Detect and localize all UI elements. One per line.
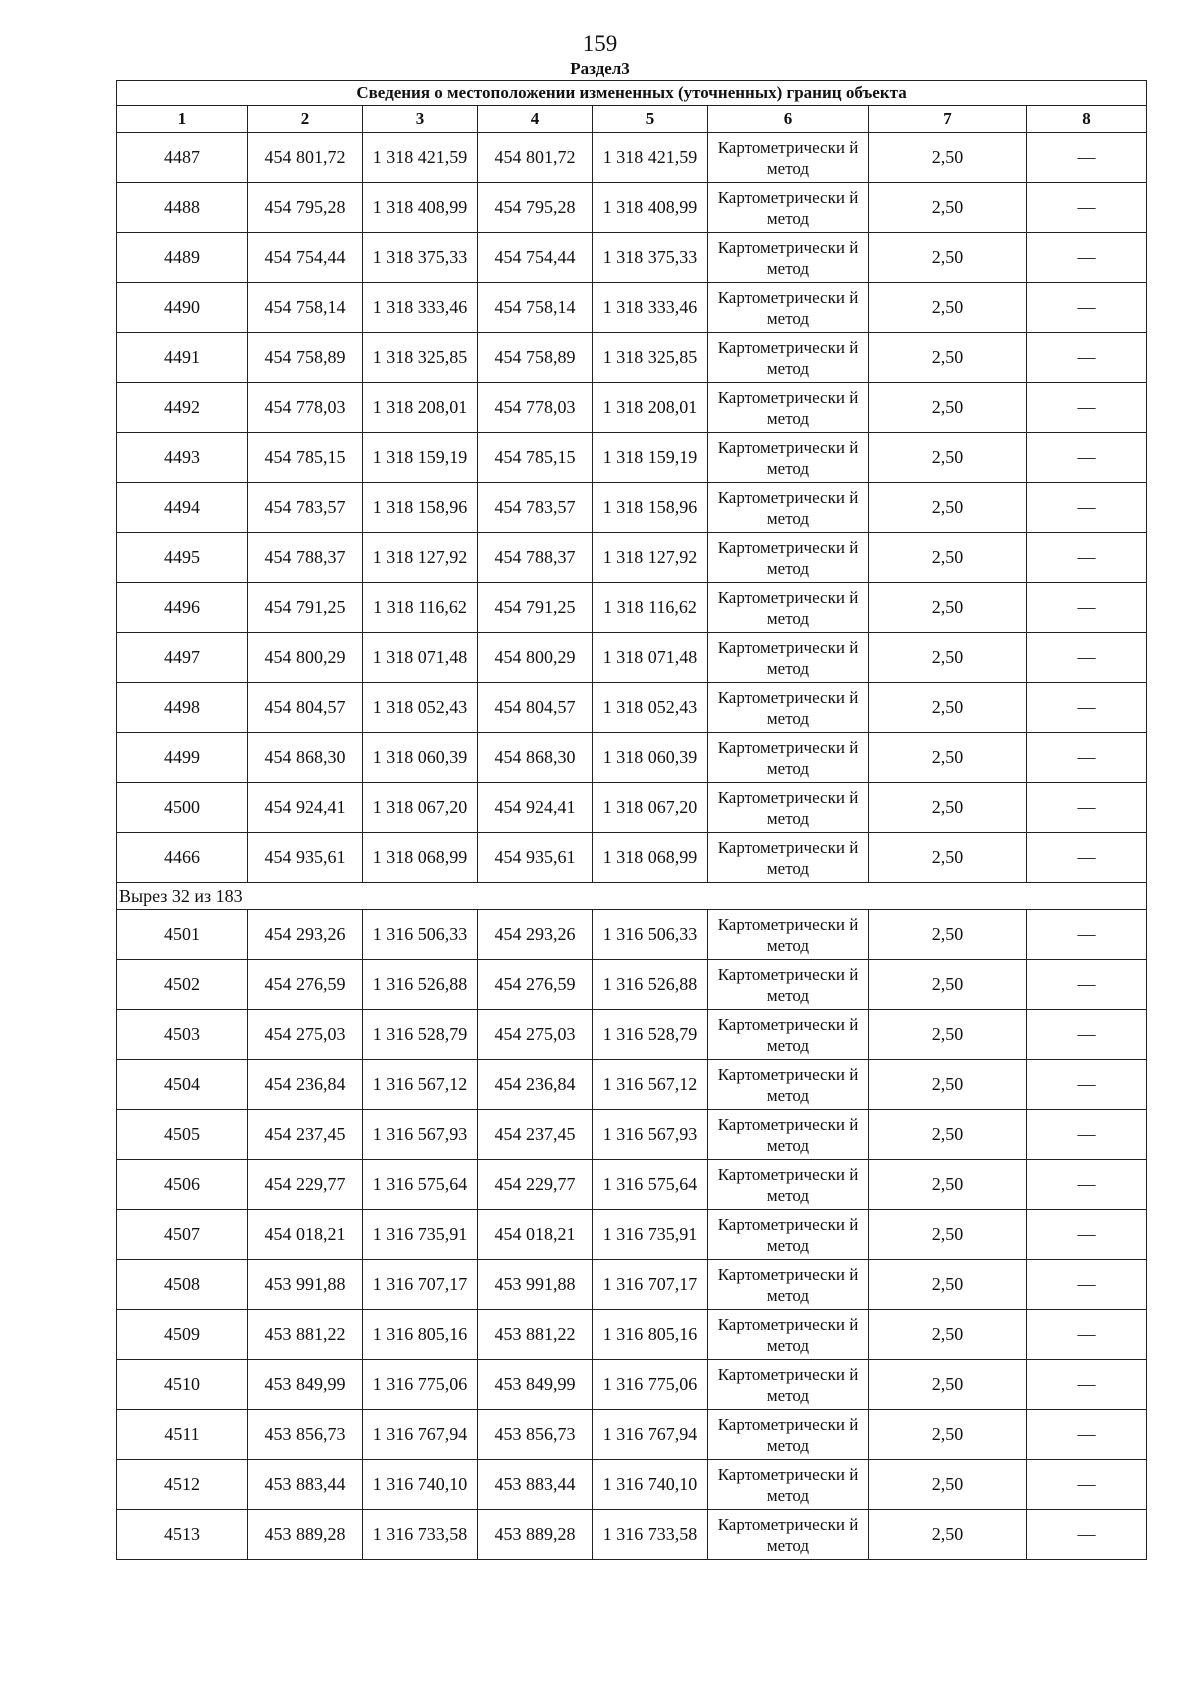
- description-cell: —: [1027, 633, 1147, 683]
- table-row: [117, 133, 1147, 183]
- point-number-cell: 4493: [117, 433, 248, 483]
- method-cell: Картометрически й метод: [708, 1210, 869, 1260]
- x-old-cell: 453 991,88: [248, 1260, 363, 1310]
- y-new-cell: 1 316 775,06: [593, 1360, 708, 1410]
- description-cell: —: [1027, 1360, 1147, 1410]
- y-new-cell: 1 318 060,39: [593, 733, 708, 783]
- y-old-cell: 1 318 421,59: [363, 133, 478, 183]
- point-number-cell: 4497: [117, 633, 248, 683]
- table-row: [117, 683, 1147, 733]
- x-old-cell: 453 889,28: [248, 1510, 363, 1560]
- y-old-cell: 1 318 408,99: [363, 183, 478, 233]
- method-cell: Картометрически й метод: [708, 433, 869, 483]
- y-old-cell: 1 318 159,19: [363, 433, 478, 483]
- x-old-cell: 454 754,44: [248, 233, 363, 283]
- column-number: 8: [1027, 106, 1147, 133]
- description-cell: —: [1027, 960, 1147, 1010]
- x-new-cell: 453 856,73: [478, 1410, 593, 1460]
- column-number: 3: [363, 106, 478, 133]
- x-new-cell: 454 800,29: [478, 633, 593, 683]
- section-title: Раздел3: [570, 59, 630, 78]
- description-cell: —: [1027, 1160, 1147, 1210]
- point-number-cell: 4487: [117, 133, 248, 183]
- y-new-cell: 1 316 575,64: [593, 1160, 708, 1210]
- x-new-cell: 454 275,03: [478, 1010, 593, 1060]
- table-caption: Сведения о местоположении измененных (уточненных) границ объекта: [117, 81, 1147, 106]
- method-cell: Картометрически й метод: [708, 910, 869, 960]
- accuracy-cell: 2,50: [869, 1510, 1027, 1560]
- description-cell: —: [1027, 910, 1147, 960]
- description-cell: —: [1027, 1460, 1147, 1510]
- y-old-cell: 1 318 158,96: [363, 483, 478, 533]
- accuracy-cell: 2,50: [869, 1010, 1027, 1060]
- x-old-cell: 454 800,29: [248, 633, 363, 683]
- coordinates-table: [116, 80, 1147, 1560]
- x-new-cell: 453 991,88: [478, 1260, 593, 1310]
- accuracy-cell: 2,50: [869, 910, 1027, 960]
- table-caption-row: [117, 81, 1147, 106]
- accuracy-cell: 2,50: [869, 1460, 1027, 1510]
- column-number: 7: [869, 106, 1027, 133]
- accuracy-cell: 2,50: [869, 283, 1027, 333]
- table-row: [117, 1510, 1147, 1560]
- x-new-cell: 454 758,89: [478, 333, 593, 383]
- method-cell: Картометрически й метод: [708, 960, 869, 1010]
- table-row: [117, 1460, 1147, 1510]
- method-cell: Картометрически й метод: [708, 183, 869, 233]
- table-row: [117, 1110, 1147, 1160]
- accuracy-cell: 2,50: [869, 1060, 1027, 1110]
- method-cell: Картометрически й метод: [708, 1110, 869, 1160]
- table-row: [117, 783, 1147, 833]
- x-old-cell: 454 868,30: [248, 733, 363, 783]
- cutout-label: Вырез 32 из 183: [117, 883, 1147, 910]
- table-row: [117, 433, 1147, 483]
- table-row: [117, 1310, 1147, 1360]
- x-old-cell: 454 275,03: [248, 1010, 363, 1060]
- x-old-cell: 454 293,26: [248, 910, 363, 960]
- y-new-cell: 1 316 506,33: [593, 910, 708, 960]
- x-new-cell: 454 237,45: [478, 1110, 593, 1160]
- y-old-cell: 1 318 071,48: [363, 633, 478, 683]
- y-old-cell: 1 316 506,33: [363, 910, 478, 960]
- method-cell: Картометрически й метод: [708, 1410, 869, 1460]
- accuracy-cell: 2,50: [869, 633, 1027, 683]
- table-row: [117, 1260, 1147, 1310]
- method-cell: Картометрически й метод: [708, 1010, 869, 1060]
- accuracy-cell: 2,50: [869, 383, 1027, 433]
- y-old-cell: 1 318 116,62: [363, 583, 478, 633]
- accuracy-cell: 2,50: [869, 1260, 1027, 1310]
- table-row: [117, 833, 1147, 883]
- accuracy-cell: 2,50: [869, 1410, 1027, 1460]
- point-number-cell: 4499: [117, 733, 248, 783]
- description-cell: —: [1027, 1210, 1147, 1260]
- column-number: 4: [478, 106, 593, 133]
- x-new-cell: 454 018,21: [478, 1210, 593, 1260]
- x-new-cell: 453 883,44: [478, 1460, 593, 1510]
- method-cell: Картометрически й метод: [708, 583, 869, 633]
- y-new-cell: 1 316 567,93: [593, 1110, 708, 1160]
- y-old-cell: 1 318 325,85: [363, 333, 478, 383]
- accuracy-cell: 2,50: [869, 960, 1027, 1010]
- x-new-cell: 454 924,41: [478, 783, 593, 833]
- accuracy-cell: 2,50: [869, 1160, 1027, 1210]
- x-new-cell: 453 881,22: [478, 1310, 593, 1360]
- y-old-cell: 1 316 567,12: [363, 1060, 478, 1110]
- method-cell: Картометрически й метод: [708, 1160, 869, 1210]
- description-cell: —: [1027, 1510, 1147, 1560]
- table-row: [117, 333, 1147, 383]
- y-new-cell: 1 318 408,99: [593, 183, 708, 233]
- x-new-cell: 454 935,61: [478, 833, 593, 883]
- column-numbers-row: [117, 106, 1147, 133]
- y-new-cell: 1 318 333,46: [593, 283, 708, 333]
- point-number-cell: 4505: [117, 1110, 248, 1160]
- description-cell: —: [1027, 183, 1147, 233]
- table-row: [117, 960, 1147, 1010]
- column-number: 6: [708, 106, 869, 133]
- y-new-cell: 1 318 421,59: [593, 133, 708, 183]
- x-new-cell: 454 868,30: [478, 733, 593, 783]
- y-new-cell: 1 318 325,85: [593, 333, 708, 383]
- description-cell: —: [1027, 483, 1147, 533]
- description-cell: —: [1027, 433, 1147, 483]
- description-cell: —: [1027, 1310, 1147, 1360]
- method-cell: Картометрически й метод: [708, 533, 869, 583]
- point-number-cell: 4503: [117, 1010, 248, 1060]
- point-number-cell: 4498: [117, 683, 248, 733]
- x-new-cell: 453 889,28: [478, 1510, 593, 1560]
- y-new-cell: 1 318 127,92: [593, 533, 708, 583]
- y-new-cell: 1 316 767,94: [593, 1410, 708, 1460]
- x-old-cell: 454 758,89: [248, 333, 363, 383]
- y-old-cell: 1 316 528,79: [363, 1010, 478, 1060]
- accuracy-cell: 2,50: [869, 733, 1027, 783]
- table-row: [117, 233, 1147, 283]
- y-old-cell: 1 318 060,39: [363, 733, 478, 783]
- accuracy-cell: 2,50: [869, 133, 1027, 183]
- y-new-cell: 1 316 567,12: [593, 1060, 708, 1110]
- x-old-cell: 453 856,73: [248, 1410, 363, 1460]
- method-cell: Картометрически й метод: [708, 283, 869, 333]
- x-old-cell: 454 778,03: [248, 383, 363, 433]
- x-old-cell: 454 783,57: [248, 483, 363, 533]
- table-row: [117, 483, 1147, 533]
- method-cell: Картометрически й метод: [708, 483, 869, 533]
- point-number-cell: 4492: [117, 383, 248, 433]
- point-number-cell: 4513: [117, 1510, 248, 1560]
- y-new-cell: 1 316 733,58: [593, 1510, 708, 1560]
- accuracy-cell: 2,50: [869, 583, 1027, 633]
- x-new-cell: 454 229,77: [478, 1160, 593, 1210]
- x-old-cell: 454 924,41: [248, 783, 363, 833]
- point-number-cell: 4466: [117, 833, 248, 883]
- method-cell: Картометрически й метод: [708, 333, 869, 383]
- x-new-cell: 454 795,28: [478, 183, 593, 233]
- y-old-cell: 1 316 735,91: [363, 1210, 478, 1260]
- column-number: 1: [117, 106, 248, 133]
- method-cell: Картометрически й метод: [708, 1260, 869, 1310]
- y-old-cell: 1 316 733,58: [363, 1510, 478, 1560]
- y-old-cell: 1 316 740,10: [363, 1460, 478, 1510]
- y-old-cell: 1 316 707,17: [363, 1260, 478, 1310]
- x-new-cell: 454 783,57: [478, 483, 593, 533]
- y-old-cell: 1 318 067,20: [363, 783, 478, 833]
- y-old-cell: 1 318 068,99: [363, 833, 478, 883]
- x-new-cell: 454 778,03: [478, 383, 593, 433]
- accuracy-cell: 2,50: [869, 533, 1027, 583]
- description-cell: —: [1027, 583, 1147, 633]
- table-row: [117, 733, 1147, 783]
- y-new-cell: 1 316 528,79: [593, 1010, 708, 1060]
- point-number-cell: 4508: [117, 1260, 248, 1310]
- accuracy-cell: 2,50: [869, 333, 1027, 383]
- y-old-cell: 1 316 767,94: [363, 1410, 478, 1460]
- table-row: [117, 1410, 1147, 1460]
- y-old-cell: 1 316 567,93: [363, 1110, 478, 1160]
- accuracy-cell: 2,50: [869, 783, 1027, 833]
- description-cell: —: [1027, 1060, 1147, 1110]
- x-old-cell: 454 276,59: [248, 960, 363, 1010]
- y-new-cell: 1 318 052,43: [593, 683, 708, 733]
- x-old-cell: 454 788,37: [248, 533, 363, 583]
- method-cell: Картометрически й метод: [708, 233, 869, 283]
- method-cell: Картометрически й метод: [708, 1310, 869, 1360]
- y-old-cell: 1 316 526,88: [363, 960, 478, 1010]
- accuracy-cell: 2,50: [869, 233, 1027, 283]
- table-row: [117, 910, 1147, 960]
- point-number-cell: 4504: [117, 1060, 248, 1110]
- description-cell: —: [1027, 733, 1147, 783]
- x-new-cell: 454 801,72: [478, 133, 593, 183]
- description-cell: —: [1027, 1260, 1147, 1310]
- table-body: [117, 133, 1147, 1560]
- y-new-cell: 1 318 071,48: [593, 633, 708, 683]
- description-cell: —: [1027, 1410, 1147, 1460]
- x-new-cell: 454 791,25: [478, 583, 593, 633]
- method-cell: Картометрически й метод: [708, 683, 869, 733]
- y-new-cell: 1 316 707,17: [593, 1260, 708, 1310]
- x-new-cell: 454 293,26: [478, 910, 593, 960]
- y-new-cell: 1 318 159,19: [593, 433, 708, 483]
- description-cell: —: [1027, 783, 1147, 833]
- point-number-cell: 4507: [117, 1210, 248, 1260]
- method-cell: Картометрически й метод: [708, 1360, 869, 1410]
- x-old-cell: 454 237,45: [248, 1110, 363, 1160]
- table-row: [117, 1010, 1147, 1060]
- point-number-cell: 4495: [117, 533, 248, 583]
- point-number-cell: 4509: [117, 1310, 248, 1360]
- point-number-cell: 4502: [117, 960, 248, 1010]
- x-new-cell: 454 754,44: [478, 233, 593, 283]
- x-old-cell: 454 804,57: [248, 683, 363, 733]
- method-cell: Картометрически й метод: [708, 1460, 869, 1510]
- column-number: 5: [593, 106, 708, 133]
- method-cell: Картометрически й метод: [708, 833, 869, 883]
- table-row: [117, 1160, 1147, 1210]
- y-new-cell: 1 318 116,62: [593, 583, 708, 633]
- point-number-cell: 4489: [117, 233, 248, 283]
- y-new-cell: 1 316 735,91: [593, 1210, 708, 1260]
- page-number: 159: [582, 31, 618, 56]
- accuracy-cell: 2,50: [869, 1310, 1027, 1360]
- table-row: [117, 633, 1147, 683]
- point-number-cell: 4490: [117, 283, 248, 333]
- x-old-cell: 453 883,44: [248, 1460, 363, 1510]
- y-new-cell: 1 318 158,96: [593, 483, 708, 533]
- table-row: [117, 533, 1147, 583]
- column-number: 2: [248, 106, 363, 133]
- accuracy-cell: 2,50: [869, 433, 1027, 483]
- x-old-cell: 454 801,72: [248, 133, 363, 183]
- method-cell: Картометрически й метод: [708, 633, 869, 683]
- table-row: [117, 283, 1147, 333]
- method-cell: Картометрически й метод: [708, 383, 869, 433]
- point-number-cell: 4510: [117, 1360, 248, 1410]
- y-old-cell: 1 318 333,46: [363, 283, 478, 333]
- y-new-cell: 1 318 208,01: [593, 383, 708, 433]
- table-row: [117, 1060, 1147, 1110]
- point-number-cell: 4491: [117, 333, 248, 383]
- description-cell: —: [1027, 683, 1147, 733]
- point-number-cell: 4511: [117, 1410, 248, 1460]
- x-new-cell: 454 804,57: [478, 683, 593, 733]
- accuracy-cell: 2,50: [869, 1360, 1027, 1410]
- description-cell: —: [1027, 1110, 1147, 1160]
- x-old-cell: 454 791,25: [248, 583, 363, 633]
- point-number-cell: 4488: [117, 183, 248, 233]
- y-old-cell: 1 318 127,92: [363, 533, 478, 583]
- accuracy-cell: 2,50: [869, 183, 1027, 233]
- description-cell: —: [1027, 233, 1147, 283]
- y-new-cell: 1 318 068,99: [593, 833, 708, 883]
- x-new-cell: 454 758,14: [478, 283, 593, 333]
- x-old-cell: 454 229,77: [248, 1160, 363, 1210]
- method-cell: Картометрически й метод: [708, 1510, 869, 1560]
- description-cell: —: [1027, 533, 1147, 583]
- point-number-cell: 4512: [117, 1460, 248, 1510]
- x-old-cell: 454 758,14: [248, 283, 363, 333]
- table-row: [117, 1360, 1147, 1410]
- x-old-cell: 453 881,22: [248, 1310, 363, 1360]
- method-cell: Картометрически й метод: [708, 1060, 869, 1110]
- x-new-cell: 454 236,84: [478, 1060, 593, 1110]
- y-old-cell: 1 318 052,43: [363, 683, 478, 733]
- description-cell: —: [1027, 383, 1147, 433]
- accuracy-cell: 2,50: [869, 483, 1027, 533]
- table-row: [117, 583, 1147, 633]
- point-number-cell: 4494: [117, 483, 248, 533]
- method-cell: Картометрически й метод: [708, 133, 869, 183]
- accuracy-cell: 2,50: [869, 1210, 1027, 1260]
- table-row: [117, 383, 1147, 433]
- x-new-cell: 454 785,15: [478, 433, 593, 483]
- x-new-cell: 453 849,99: [478, 1360, 593, 1410]
- point-number-cell: 4500: [117, 783, 248, 833]
- method-cell: Картометрически й метод: [708, 783, 869, 833]
- description-cell: —: [1027, 333, 1147, 383]
- description-cell: —: [1027, 283, 1147, 333]
- accuracy-cell: 2,50: [869, 833, 1027, 883]
- cutout-row: [117, 883, 1147, 910]
- table-row: [117, 1210, 1147, 1260]
- accuracy-cell: 2,50: [869, 1110, 1027, 1160]
- x-old-cell: 453 849,99: [248, 1360, 363, 1410]
- description-cell: —: [1027, 1010, 1147, 1060]
- y-old-cell: 1 318 208,01: [363, 383, 478, 433]
- description-cell: —: [1027, 833, 1147, 883]
- x-old-cell: 454 236,84: [248, 1060, 363, 1110]
- x-old-cell: 454 795,28: [248, 183, 363, 233]
- y-new-cell: 1 316 526,88: [593, 960, 708, 1010]
- point-number-cell: 4496: [117, 583, 248, 633]
- y-old-cell: 1 316 805,16: [363, 1310, 478, 1360]
- x-old-cell: 454 935,61: [248, 833, 363, 883]
- table-row: [117, 183, 1147, 233]
- point-number-cell: 4506: [117, 1160, 248, 1210]
- y-new-cell: 1 316 740,10: [593, 1460, 708, 1510]
- y-old-cell: 1 316 775,06: [363, 1360, 478, 1410]
- accuracy-cell: 2,50: [869, 683, 1027, 733]
- x-new-cell: 454 788,37: [478, 533, 593, 583]
- x-new-cell: 454 276,59: [478, 960, 593, 1010]
- y-old-cell: 1 316 575,64: [363, 1160, 478, 1210]
- y-old-cell: 1 318 375,33: [363, 233, 478, 283]
- description-cell: —: [1027, 133, 1147, 183]
- y-new-cell: 1 318 067,20: [593, 783, 708, 833]
- y-new-cell: 1 318 375,33: [593, 233, 708, 283]
- point-number-cell: 4501: [117, 910, 248, 960]
- method-cell: Картометрически й метод: [708, 733, 869, 783]
- x-old-cell: 454 018,21: [248, 1210, 363, 1260]
- x-old-cell: 454 785,15: [248, 433, 363, 483]
- y-new-cell: 1 316 805,16: [593, 1310, 708, 1360]
